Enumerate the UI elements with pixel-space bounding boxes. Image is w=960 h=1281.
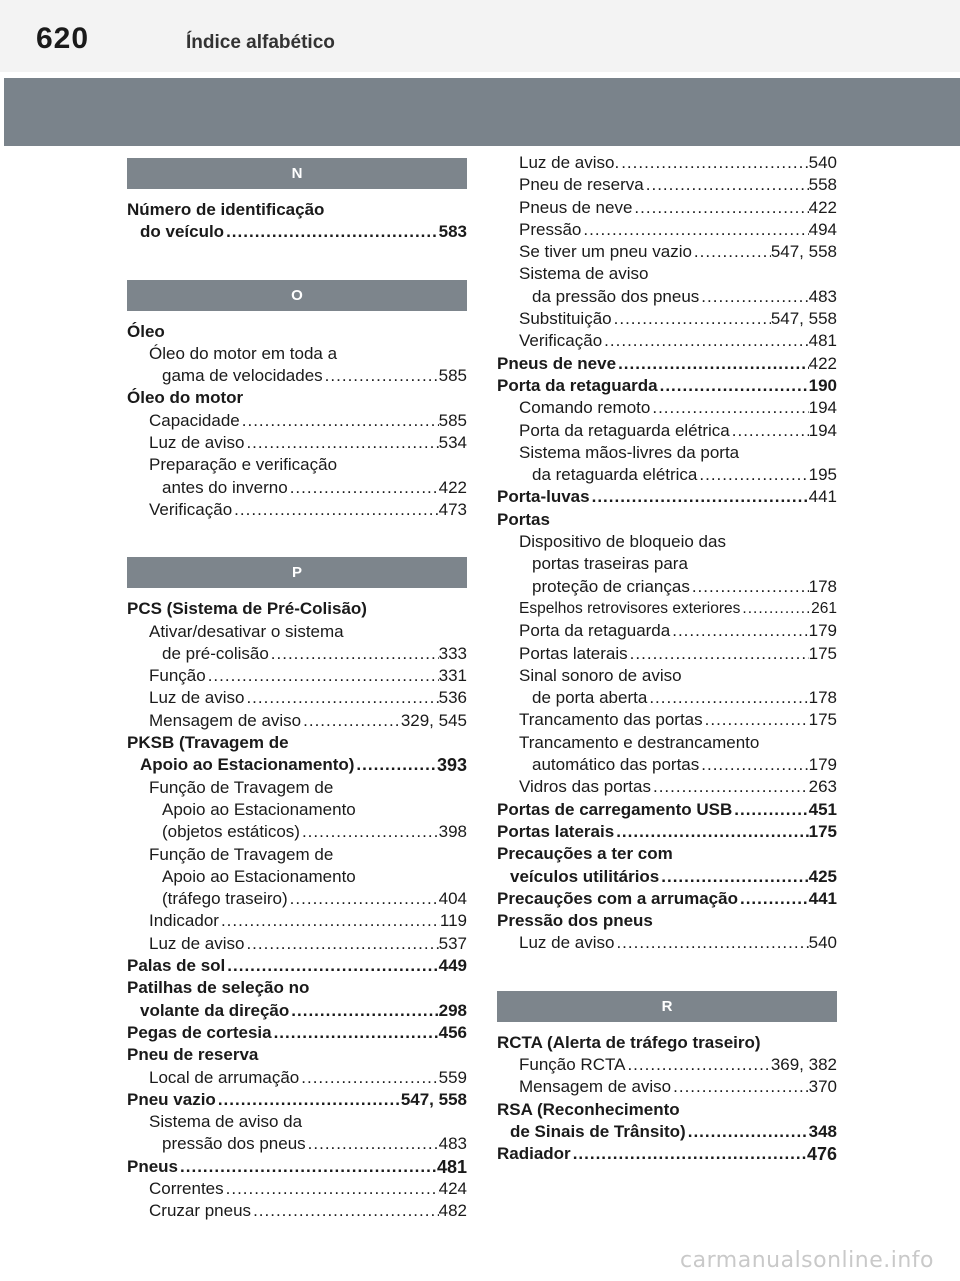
entry-text: Função de Travagem de — [149, 777, 334, 797]
entry-text: Comando remoto — [519, 398, 651, 418]
entry-text: Pneu vazio — [127, 1089, 216, 1109]
index-entry — [127, 977, 467, 999]
index-entry — [127, 821, 467, 843]
index-entry — [497, 1032, 837, 1054]
dot-leader — [301, 710, 401, 732]
index-entry — [497, 843, 837, 865]
page-reference: 194 — [808, 398, 837, 418]
page-reference: 483 — [438, 1134, 467, 1154]
entry-text: Função de Travagem de — [149, 844, 334, 864]
index-entry — [127, 910, 467, 932]
dot-leader — [269, 643, 439, 665]
index-entry — [127, 365, 467, 387]
dot-leader — [272, 1022, 439, 1044]
letter-section-header: N — [127, 158, 467, 189]
page-reference: 482 — [438, 1201, 467, 1221]
index-entry — [497, 330, 837, 352]
page-reference: 547, 558 — [770, 242, 837, 262]
page-reference: 263 — [808, 777, 837, 797]
dot-leader — [703, 709, 809, 731]
page-reference: 422 — [808, 353, 837, 373]
entry-text: Correntes — [149, 1178, 224, 1198]
page-reference: 348 — [808, 1121, 837, 1141]
dot-leader — [232, 499, 438, 521]
dot-leader — [590, 486, 809, 508]
index-entry — [497, 1099, 837, 1121]
section-title: Índice alfabético — [186, 32, 335, 53]
dot-leader — [670, 620, 808, 642]
index-entry — [127, 477, 467, 499]
dot-leader — [686, 1121, 809, 1143]
entry-text: de porta aberta — [532, 688, 648, 708]
entry-text: Se tiver um pneu vazio — [519, 242, 692, 262]
dot-leader — [288, 477, 439, 499]
entry-text: (tráfego traseiro) — [162, 889, 288, 909]
page-reference: 547, 558 — [400, 1089, 467, 1109]
index-entry — [127, 321, 467, 343]
index-entry — [497, 687, 837, 709]
entry-text: RCTA (Alerta de tráfego traseiro) — [497, 1032, 761, 1052]
entry-text: Preparação e verificação — [149, 455, 338, 475]
page-reference: 331 — [438, 666, 467, 686]
page-reference: 298 — [438, 1000, 467, 1020]
entry-text: Sinal sonoro de aviso — [519, 665, 682, 685]
page-reference: 559 — [438, 1067, 467, 1087]
index-entry — [497, 1054, 837, 1076]
dot-leader — [244, 687, 438, 709]
dot-leader — [299, 1067, 438, 1089]
entry-text: Trancamento das portas — [519, 710, 703, 730]
letter-section-header: O — [127, 280, 467, 311]
page-reference: 179 — [808, 621, 837, 641]
page-reference: 536 — [438, 688, 467, 708]
page-reference: 422 — [808, 197, 837, 217]
index-entry — [127, 844, 467, 866]
entry-text: Porta-luvas — [497, 487, 590, 507]
entry-text: Ativar/desativar o sistema — [149, 621, 344, 641]
index-entry — [127, 1000, 467, 1022]
index-entry — [497, 464, 837, 486]
dot-leader — [206, 665, 439, 687]
index-entry — [497, 932, 837, 954]
index-entry — [127, 432, 467, 454]
page-reference: 540 — [808, 153, 837, 172]
entry-text: Portas laterais — [497, 821, 615, 841]
dot-leader — [614, 932, 808, 954]
page-reference: 481 — [808, 331, 837, 351]
entry-text: Pneus — [127, 1156, 179, 1176]
index-entry — [127, 1200, 467, 1222]
index-entry — [127, 621, 467, 643]
entry-text: Precauções a ter com — [497, 844, 673, 864]
page-reference: 398 — [438, 822, 467, 842]
dot-leader — [697, 464, 808, 486]
entry-text: Palas de sol — [127, 956, 226, 976]
entry-text: Dispositivo de bloqueio das — [519, 532, 726, 552]
entry-text: portas traseiras para — [532, 554, 688, 574]
entry-text: Número de identificação — [127, 200, 325, 219]
index-entry — [127, 1111, 467, 1133]
page-reference: 483 — [808, 286, 837, 306]
dot-leader — [251, 1200, 439, 1222]
index-entry — [127, 799, 467, 821]
page-reference: 194 — [808, 420, 837, 440]
dot-leader — [240, 410, 439, 432]
dot-leader — [288, 888, 439, 910]
index-entry — [127, 888, 467, 910]
dot-leader — [602, 330, 808, 352]
entry-text: da pressão dos pneus — [532, 286, 700, 306]
entry-text: RSA (Reconhecimento — [497, 1099, 680, 1119]
entry-text: do veículo — [140, 222, 225, 242]
entry-text: Pegas de cortesia — [127, 1022, 272, 1042]
index-entry — [497, 643, 837, 665]
dot-leader — [699, 754, 808, 776]
index-entry — [127, 1133, 467, 1155]
index-entry — [127, 732, 467, 754]
dot-leader — [738, 888, 809, 910]
dot-leader — [354, 754, 437, 776]
entry-text: Óleo do motor em toda a — [149, 343, 338, 363]
page-reference: 178 — [808, 576, 837, 596]
entry-text: Capacidade — [149, 410, 240, 430]
index-entry — [127, 410, 467, 432]
dot-leader — [651, 776, 809, 798]
dot-leader — [625, 1054, 770, 1076]
entry-text: proteção de crianças — [532, 576, 690, 596]
index-entry — [127, 454, 467, 476]
entry-text: Cruzar pneus — [149, 1201, 252, 1221]
entry-text: Verificação — [149, 499, 233, 519]
dot-leader — [732, 799, 808, 821]
index-entry — [497, 442, 837, 464]
entry-text: Função — [149, 666, 206, 686]
index-column-right — [497, 152, 837, 1165]
letter-section-header: R — [497, 991, 837, 1022]
dot-leader — [690, 576, 809, 598]
index-entry — [497, 888, 837, 910]
watermark: carmanualsonline.info — [680, 1248, 934, 1273]
entry-text: Precauções com a arrumação — [497, 888, 738, 908]
entry-text: Função RCTA — [519, 1054, 626, 1074]
index-entry — [127, 955, 467, 977]
page-reference: 481 — [436, 1156, 467, 1177]
entry-text: pressão dos pneus — [162, 1134, 306, 1154]
entry-text: Pressão — [519, 219, 582, 239]
entry-text: PCS (Sistema de Pré-Colisão) — [127, 599, 367, 619]
page-reference: 441 — [808, 487, 837, 507]
dot-leader — [216, 1089, 401, 1111]
entry-text: Apoio ao Estacionamento — [162, 866, 356, 886]
dot-leader — [616, 353, 809, 375]
page-reference: 370 — [808, 1077, 837, 1097]
index-entry — [497, 420, 837, 442]
dot-leader — [244, 933, 438, 955]
page-reference: 175 — [808, 643, 837, 663]
page-reference: 540 — [808, 933, 837, 953]
dot-leader — [671, 1076, 808, 1098]
index-entry — [497, 197, 837, 219]
section-gap — [127, 521, 467, 549]
dot-leader — [323, 365, 439, 387]
index-entry — [127, 343, 467, 365]
index-entry — [127, 866, 467, 888]
entry-text: de pré-colisão — [162, 643, 269, 663]
entry-text: Apoio ao Estacionamento) — [140, 755, 355, 775]
entry-text: Óleo — [127, 321, 165, 341]
dot-leader — [619, 152, 808, 174]
dot-leader — [659, 866, 808, 888]
entry-text: Luz de aviso — [149, 688, 245, 708]
index-entry — [497, 1143, 837, 1165]
dot-leader — [306, 1133, 439, 1155]
entry-text: Luz de aviso — [149, 933, 245, 953]
index-entry — [497, 576, 837, 598]
index-entry — [497, 910, 837, 932]
index-entry — [497, 620, 837, 642]
section-gap — [127, 244, 467, 272]
index-entry — [497, 776, 837, 798]
index-column-left — [127, 150, 467, 1223]
page-reference: 547, 558 — [770, 309, 837, 329]
page-reference: 494 — [808, 219, 837, 239]
dot-leader — [740, 598, 811, 620]
dot-leader — [224, 1178, 439, 1200]
index-entry — [127, 387, 467, 409]
index-entry — [127, 1089, 467, 1111]
entry-text: Mensagem de aviso — [149, 710, 302, 730]
page-reference: 456 — [438, 1022, 467, 1042]
entry-text: Pneus de neve — [519, 197, 633, 217]
index-entry — [127, 1178, 467, 1200]
page-reference: 195 — [808, 465, 837, 485]
header-banner — [4, 78, 960, 146]
entry-text: gama de velocidades — [162, 366, 323, 386]
page-reference: 585 — [438, 410, 467, 430]
page-reference: 261 — [811, 599, 837, 617]
dot-leader — [692, 241, 771, 263]
page-reference: 537 — [438, 933, 467, 953]
entry-text: Local de arrumação — [149, 1067, 300, 1087]
index-entry — [127, 499, 467, 521]
page-reference: 534 — [438, 433, 467, 453]
index-entry — [497, 263, 837, 285]
page-number: 620 — [36, 22, 90, 55]
dot-leader — [730, 420, 809, 442]
index-entry — [127, 1067, 467, 1089]
index-entry — [127, 687, 467, 709]
index-entry — [127, 1156, 467, 1178]
dot-leader — [628, 643, 809, 665]
page-reference: 476 — [806, 1144, 837, 1165]
index-entry — [497, 732, 837, 754]
dot-leader — [581, 219, 808, 241]
index-entry — [127, 665, 467, 687]
entry-text: da retaguarda elétrica — [532, 465, 698, 485]
index-entry — [497, 486, 837, 508]
page-reference: 583 — [438, 222, 467, 242]
entry-text: Porta da retaguarda — [519, 621, 671, 641]
page-reference: 175 — [808, 710, 837, 730]
entry-text: de Sinais de Trânsito) — [510, 1121, 686, 1141]
page-reference: 329, 545 — [400, 710, 467, 730]
dot-leader — [225, 955, 438, 977]
page-reference: 190 — [808, 375, 837, 395]
dot-leader — [300, 821, 439, 843]
index-entry — [127, 754, 467, 776]
index-entry — [497, 353, 837, 375]
entry-text: Sistema de aviso — [519, 264, 649, 284]
entry-text: veículos utilitários — [510, 866, 660, 886]
dot-leader — [289, 1000, 438, 1022]
page-reference: 404 — [438, 889, 467, 909]
index-entry — [127, 221, 467, 243]
entry-text: Portas laterais — [519, 643, 628, 663]
index-entry — [497, 286, 837, 308]
index-entry — [497, 709, 837, 731]
dot-leader — [658, 375, 809, 397]
entry-text: Patilhas de seleção no — [127, 978, 310, 998]
index-entry — [497, 1121, 837, 1143]
dot-leader — [244, 432, 438, 454]
section-gap — [497, 955, 837, 983]
page-reference: 558 — [808, 175, 837, 195]
entry-text: (objetos estáticos) — [162, 822, 300, 842]
entry-text: Mensagem de aviso — [519, 1077, 672, 1097]
page-reference: 441 — [808, 888, 837, 908]
entry-text: Vidros das portas — [519, 777, 651, 797]
index-entry — [497, 531, 837, 553]
page-reference: 449 — [438, 956, 467, 976]
dot-leader — [219, 910, 440, 932]
index-entry — [497, 509, 837, 531]
index-entry — [127, 933, 467, 955]
index-entry — [497, 754, 837, 776]
entry-text: Óleo do motor — [127, 388, 244, 408]
entry-text: Pneus de neve — [497, 353, 617, 373]
entry-text: Portas de carregamento USB — [497, 799, 733, 819]
index-entry — [497, 799, 837, 821]
index-entry — [497, 397, 837, 419]
index-entry — [497, 598, 837, 620]
dot-leader — [178, 1156, 437, 1178]
index-entry — [497, 174, 837, 196]
entry-text: antes do inverno — [162, 477, 288, 497]
entry-text: Porta da retaguarda elétrica — [519, 420, 730, 440]
entry-text: Radiador — [497, 1144, 571, 1164]
entry-text: Pressão dos pneus — [497, 911, 653, 931]
dot-leader — [612, 308, 771, 330]
index-entry — [497, 1076, 837, 1098]
index-entry — [497, 241, 837, 263]
entry-text: Apoio ao Estacionamento — [162, 799, 356, 819]
dot-leader — [571, 1143, 807, 1165]
page-reference: 178 — [808, 688, 837, 708]
entry-text: Trancamento e destrancamento — [519, 732, 760, 752]
entry-text: Luz de aviso — [519, 933, 615, 953]
page-reference: 119 — [439, 911, 467, 931]
dot-leader — [614, 821, 808, 843]
index-entry — [127, 643, 467, 665]
index-entry — [127, 710, 467, 732]
index-entry — [497, 219, 837, 241]
entry-text: Espelhos retrovisores exteriores — [519, 599, 741, 617]
entry-text: automático das portas — [532, 755, 700, 775]
index-entry — [497, 152, 837, 174]
entry-text: Indicador — [149, 911, 219, 931]
index-entry — [497, 821, 837, 843]
index-entry — [127, 598, 467, 620]
page-reference: 422 — [438, 477, 467, 497]
index-entry — [497, 665, 837, 687]
index-entry — [497, 308, 837, 330]
index-entry — [127, 199, 467, 221]
dot-leader — [644, 174, 809, 196]
dot-leader — [650, 397, 808, 419]
entry-text: Pneu de reserva — [127, 1045, 259, 1065]
dot-leader — [699, 286, 808, 308]
dot-leader — [224, 221, 439, 243]
page-reference: 424 — [438, 1178, 467, 1198]
entry-text: Portas — [497, 509, 550, 529]
page-header — [0, 0, 960, 72]
index-entry — [497, 375, 837, 397]
page-reference: 179 — [808, 755, 837, 775]
entry-text: PKSB (Travagem de — [127, 733, 289, 753]
index-entry — [497, 866, 837, 888]
entry-text: volante da direção — [140, 1000, 290, 1020]
entry-text: Sistema de aviso da — [149, 1112, 303, 1132]
page-reference: 451 — [808, 799, 837, 819]
page-reference: 333 — [438, 643, 467, 663]
index-entry — [127, 1044, 467, 1066]
page-reference: 473 — [438, 499, 467, 519]
index-entry — [127, 777, 467, 799]
page-reference: 393 — [436, 755, 467, 776]
entry-text: Substituição — [519, 309, 612, 329]
page-reference: 425 — [808, 866, 837, 886]
page-reference: 369, 382 — [770, 1054, 837, 1074]
letter-section-header: P — [127, 557, 467, 588]
page-reference: 175 — [808, 821, 837, 841]
page-reference: 585 — [438, 366, 467, 386]
dot-leader — [647, 687, 808, 709]
entry-text: Sistema mãos-livres da porta — [519, 442, 740, 462]
entry-text: Luz de aviso. — [519, 153, 620, 172]
index-entry — [497, 553, 837, 575]
dot-leader — [632, 197, 808, 219]
entry-text: Pneu de reserva — [519, 175, 644, 195]
entry-text: Luz de aviso — [149, 433, 245, 453]
entry-text: Porta da retaguarda — [497, 375, 658, 395]
entry-text: Verificação — [519, 331, 603, 351]
index-entry — [127, 1022, 467, 1044]
